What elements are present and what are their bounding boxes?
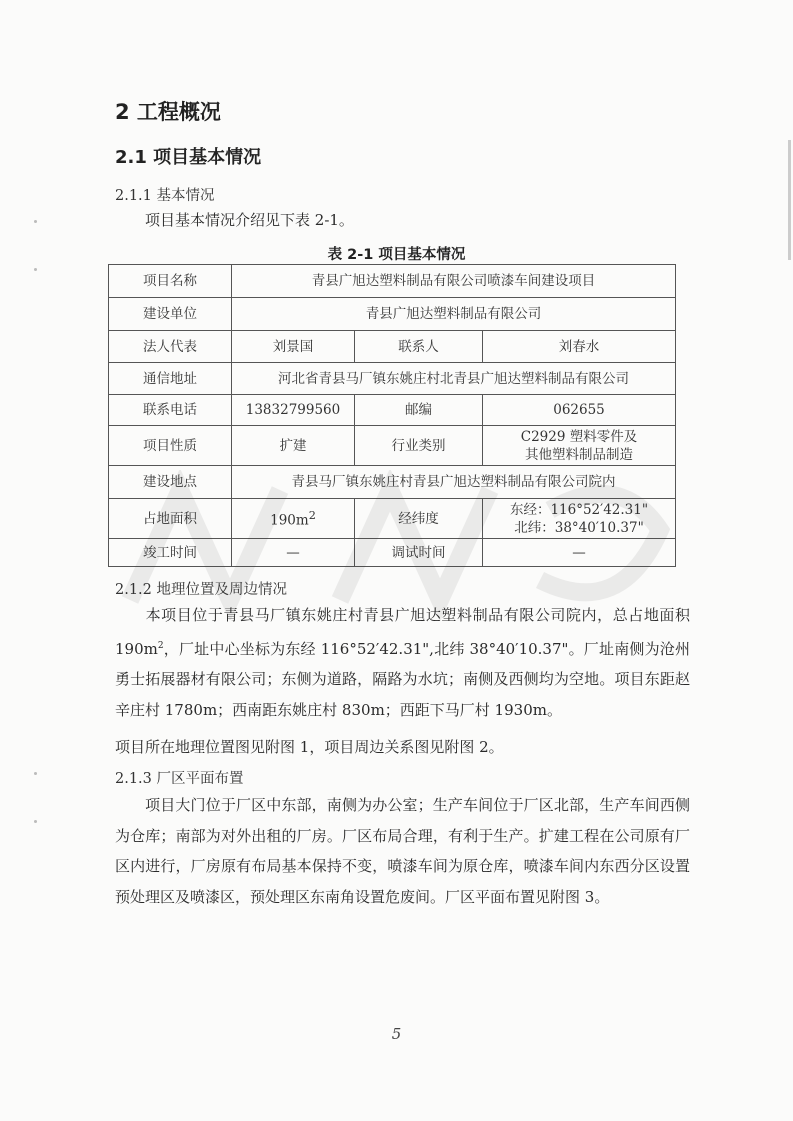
cell-label: 占地面积 — [109, 499, 232, 539]
watermark-logo-icon — [120, 470, 680, 620]
scan-speck — [34, 772, 37, 775]
cell-value: — — [483, 539, 676, 567]
chapter-heading: 2 工程概况 — [115, 100, 221, 124]
layout-paragraph: 项目大门位于厂区中东部，南侧为办公室；生产车间位于厂区北部，生产车间西侧为仓库；南部为对外出租的厂房。厂区布局合理，有利于生产。扩建工程在公司原有厂区内进行，厂房原有布局基本保持不变，喷漆车间为原仓库，喷漆车间内东西分区设置预处理区及喷漆区，预处理区东南角设置危废间。厂区平面布置见附图 3。 — [115, 796, 690, 906]
cell-value: 刘景国 — [232, 331, 355, 363]
cell-label: 建设单位 — [109, 298, 232, 331]
cell-label: 调试时间 — [355, 539, 483, 567]
cell-label: 行业类别 — [355, 426, 483, 466]
cell-label: 竣工时间 — [109, 539, 232, 567]
cell-value: 062655 — [483, 395, 676, 426]
cell-label: 邮编 — [355, 395, 483, 426]
cell-value: $190m^2$ — [232, 499, 355, 539]
table-row — [109, 395, 676, 426]
figure-reference-paragraph: 项目所在地理位置图见附图 1，项目周边关系图见附图 2。 — [115, 738, 504, 756]
location-paragraph: 本项目位于青县马厂镇东姚庄村青县广旭达塑料制品有限公司院内，总占地面积 $190m^2$，厂址中心坐标为东经 116°52′42.31",北纬 38°40′10.37"。厂址南侧为沧州勇士拓展器材有限公司；东侧为道路，隔路为水坑；南侧及西侧均为空地。项目东距赵辛庄村 1780m；西南距东姚庄村 830m；西距下马厂村 1930m。 — [115, 606, 690, 719]
cell-value: — — [232, 539, 355, 567]
intro-paragraph: 项目基本情况介绍见下表 2-1。 — [145, 211, 354, 229]
cell-value: 13832799560 — [232, 395, 355, 426]
cell-label: 建设地点 — [109, 466, 232, 499]
cell-label: 项目名称 — [109, 265, 232, 298]
cell-value: 河北省青县马厂镇东姚庄村北青县广旭达塑料制品有限公司 — [232, 363, 676, 395]
page-number: 5 — [391, 1025, 402, 1043]
section-heading: 2.1 项目基本情况 — [115, 147, 262, 168]
table-row — [109, 363, 676, 395]
cell-label: 经纬度 — [355, 499, 483, 539]
scan-speck — [34, 268, 37, 271]
table-row — [109, 331, 676, 363]
subsection-heading-212: 2.1.2 地理位置及周边情况 — [115, 582, 288, 598]
table-row — [109, 298, 676, 331]
cell-value: 青县广旭达塑料制品有限公司喷漆车间建设项目 — [232, 265, 676, 298]
scan-speck — [34, 820, 37, 823]
cell-label: 联系人 — [355, 331, 483, 363]
cell-label: 项目性质 — [109, 426, 232, 466]
cell-label: 联系电话 — [109, 395, 232, 426]
table-row — [109, 426, 676, 466]
subsection-heading-211: 2.1.1 基本情况 — [115, 188, 215, 204]
cell-label: 通信地址 — [109, 363, 232, 395]
cell-value: 青县广旭达塑料制品有限公司 — [232, 298, 676, 331]
cell-value: 扩建 — [232, 426, 355, 466]
cell-value: C2929 塑料零件及 其他塑料制品制造 — [483, 426, 676, 466]
scan-edge-mark — [788, 140, 791, 260]
scan-speck — [34, 220, 37, 223]
cell-value: 东经：116°52′42.31" 北纬：38°40′10.37" — [483, 499, 676, 539]
cell-label: 法人代表 — [109, 331, 232, 363]
subsection-heading-213: 2.1.3 厂区平面布置 — [115, 771, 244, 787]
table-caption: 表 2-1 项目基本情况 — [327, 247, 466, 263]
table-row — [109, 265, 676, 298]
cell-value: 刘春水 — [483, 331, 676, 363]
cell-value: 青县马厂镇东姚庄村青县广旭达塑料制品有限公司院内 — [232, 466, 676, 499]
